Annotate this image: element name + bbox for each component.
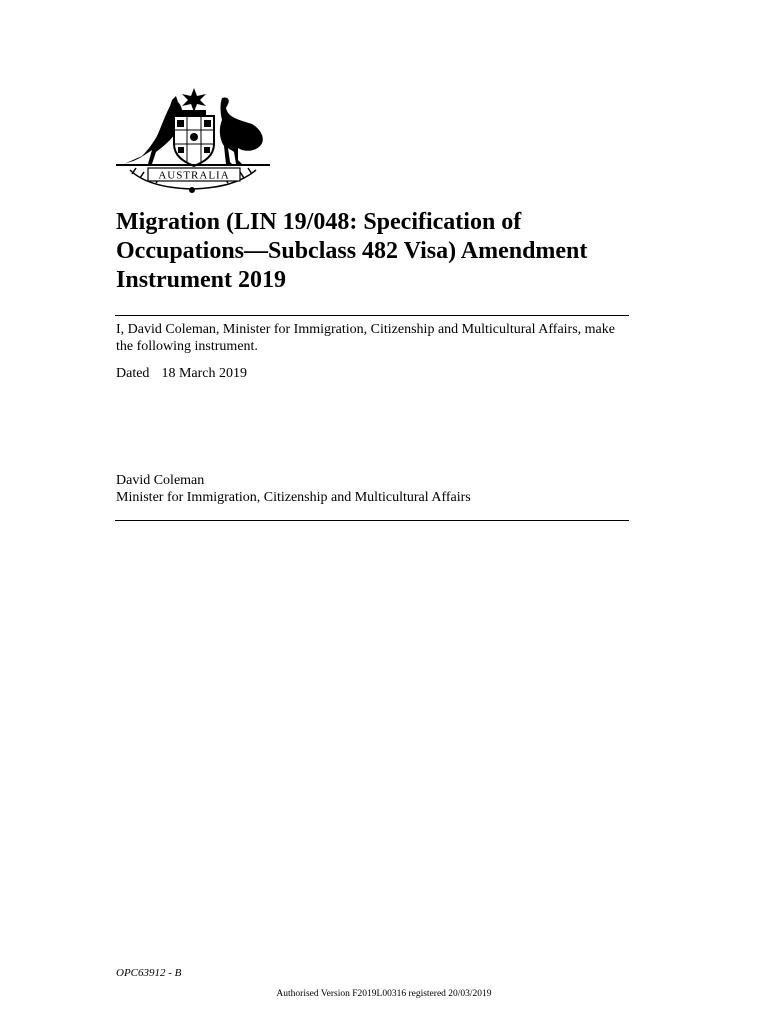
coat-of-arms-icon [112,86,272,196]
intro-paragraph: I, David Coleman, Minister for Immigration, Citizenship and Multicultural Affairs, make the following instrument. [116,322,615,354]
crest-label: AUSTRALIA [158,169,230,182]
dated-label: Dated [116,366,150,381]
signatory-position: Minister for Immigration, Citizenship and Multicultural Affairs [116,490,471,505]
authorised-version-footer: Authorised Version F2019L00316 registered 20/03/2019 [276,989,492,999]
divider [115,520,629,521]
signatory-name: David Coleman [116,473,205,488]
signatory-block [116,472,471,506]
document-code: OPC63912 - B [116,967,182,979]
dated-line [116,365,247,382]
page-title: Migration (LIN 19/048: Specification of Occupations—Subclass 482 Visa) Amendment Instrument 2019 [116,209,588,293]
divider [115,315,629,316]
dated-value: 18 March 2019 [161,366,247,381]
